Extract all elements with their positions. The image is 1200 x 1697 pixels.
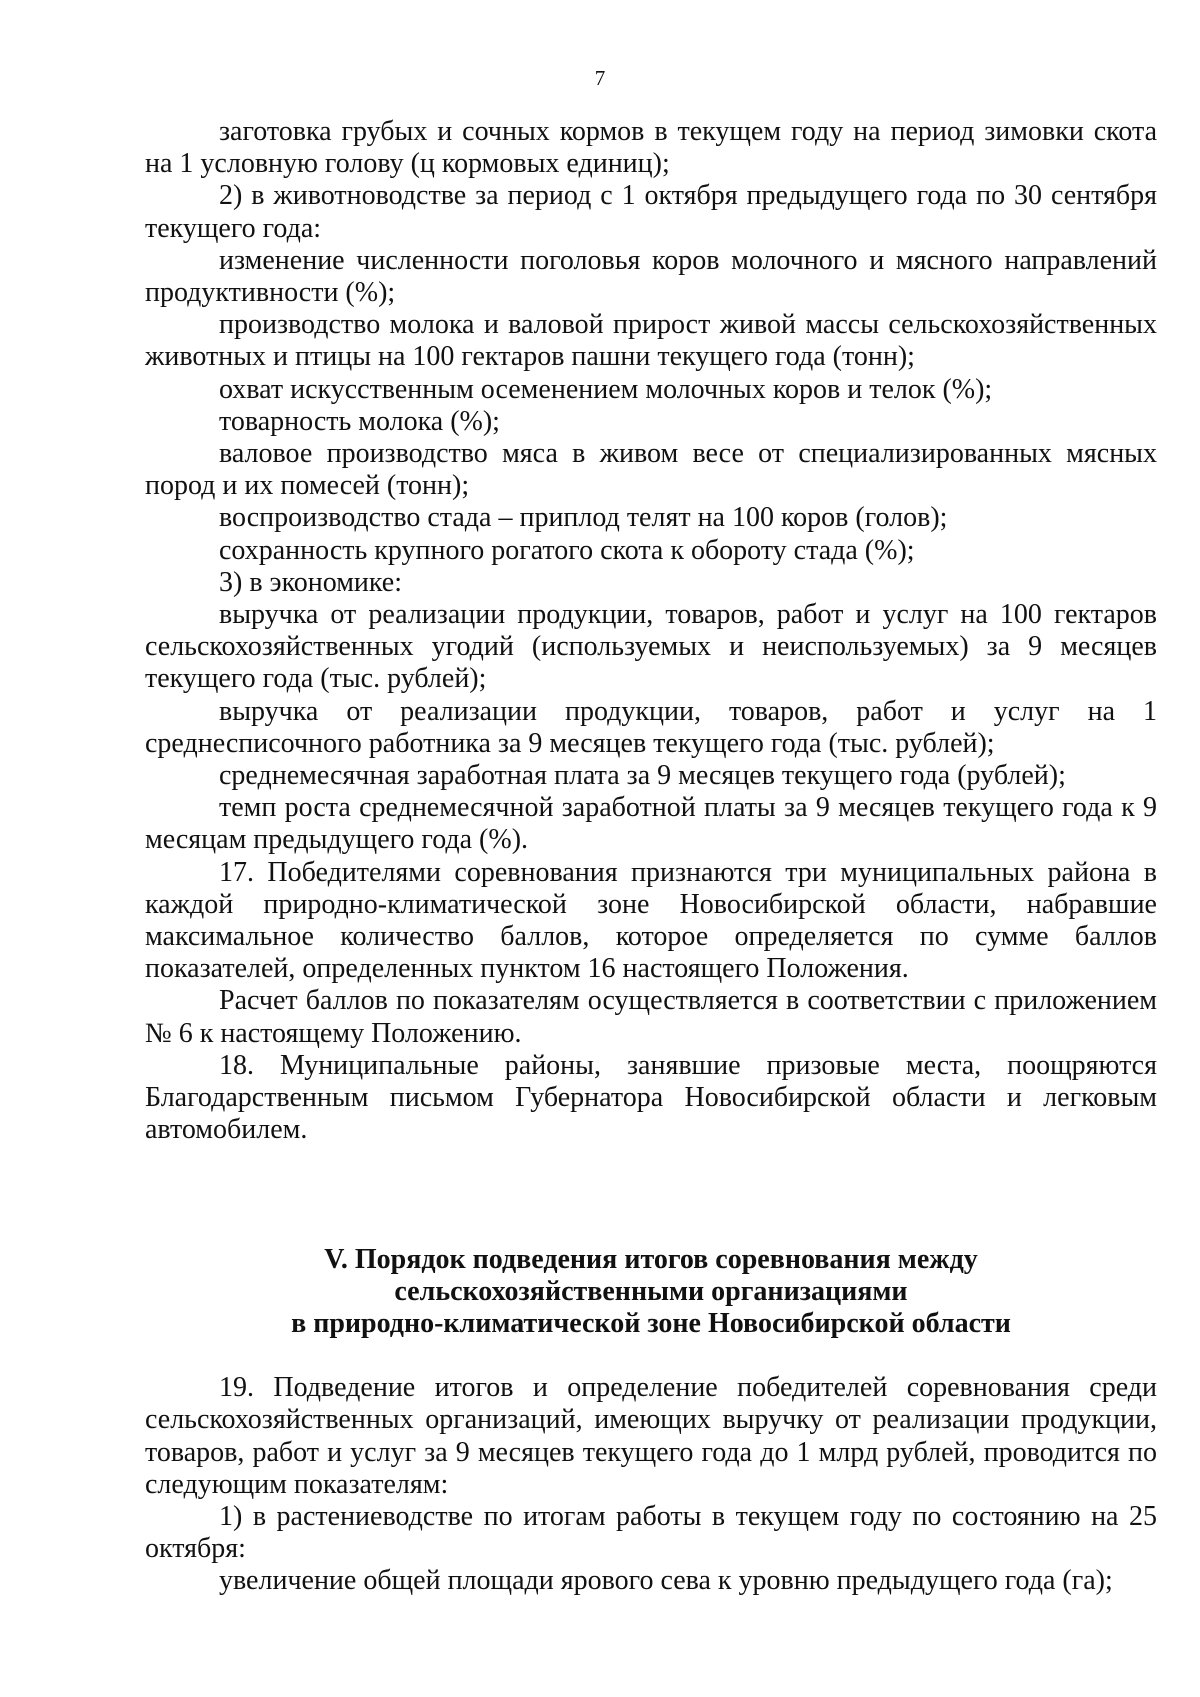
page-number: 7 xyxy=(594,66,606,90)
paragraph: 17. Победителями соревнования признаются три муниципальных района в каждой природно-климатической зоне Новосибирской области, набравшие максимальное количество баллов, которое определяется по сумме баллов показателей, определенных пунктом 16 настоящего Положения. xyxy=(145,856,1157,985)
section-heading xyxy=(145,1244,1157,1341)
paragraph: увеличение общей площади ярового сева к уровню предыдущего года (га); xyxy=(219,1565,1113,1597)
paragraph: Расчет баллов по показателям осуществляется в соответствии с приложением № 6 к настоящему Положению. xyxy=(145,985,1157,1049)
paragraph: сохранность крупного рогатого скота к обороту стада (%); xyxy=(219,534,915,566)
section-heading-line: сельскохозяйственными организациями xyxy=(394,1275,908,1307)
paragraph: 1) в растениеводстве по итогам работы в текущем году по состоянию на 25 октября: xyxy=(145,1500,1157,1565)
paragraph: производство молока и валовой прирост живой массы сельскохозяйственных животных и птицы на 100 гектаров пашни текущего года (тонн); xyxy=(145,309,1157,373)
paragraph: товарность молока (%); xyxy=(219,405,500,437)
section-spacer xyxy=(145,1340,1157,1372)
paragraph: темп роста среднемесячной заработной платы за 9 месяцев текущего года к 9 месяцам предыдущего года (%). xyxy=(145,792,1157,856)
section-spacer xyxy=(145,1147,1157,1244)
paragraph: валовое производство мяса в живом весе от специализированных мясных пород и их помесей (тонн); xyxy=(145,438,1157,502)
paragraph: заготовка грубых и сочных кормов в текущем году на период зимовки скота на 1 условную голову (ц кормовых единиц); xyxy=(145,116,1157,180)
paragraph: среднемесячная заработная плата за 9 месяцев текущего года (рублей); xyxy=(219,760,1066,792)
paragraph: охват искусственным осеменением молочных коров и телок (%); xyxy=(219,373,993,405)
paragraph: 2) в животноводстве за период с 1 октября предыдущего года по 30 сентября текущего года: xyxy=(145,180,1157,244)
paragraph: 19. Подведение итогов и определение победителей соревнования среди сельскохозяйственных организаций, имеющих выручку от реализации продукции, товаров, работ и услуг за 9 месяцев текущего года до 1 млрд рублей, проводится по следующим показателям: xyxy=(145,1372,1157,1500)
paragraph: 3) в экономике: xyxy=(219,566,403,598)
paragraph: 18. Муниципальные районы, занявшие призовые места, поощряются Благодарственным письмом Губернатора Новосибирской области и легковым автомобилем. xyxy=(145,1049,1157,1146)
section-heading-line: в природно-климатической зоне Новосибирской области xyxy=(291,1307,1011,1339)
section-heading-line: V. Порядок подведения итогов соревнования между xyxy=(324,1243,978,1275)
paragraph: изменение численности поголовья коров молочного и мясного направлений продуктивности (%); xyxy=(145,244,1157,309)
paragraph: воспроизводство стада – приплод телят на 100 коров (голов); xyxy=(219,502,948,534)
paragraph: выручка от реализации продукции, товаров, работ и услуг на 100 гектаров сельскохозяйственных угодий (используемых и неиспользуемых) за 9 месяцев текущего года (тыс. рублей); xyxy=(145,599,1157,695)
paragraph: выручка от реализации продукции, товаров, работ и услуг на 1 среднесписочного работника за 9 месяцев текущего года (тыс. рублей); xyxy=(145,695,1157,759)
document-body xyxy=(145,116,1157,1598)
